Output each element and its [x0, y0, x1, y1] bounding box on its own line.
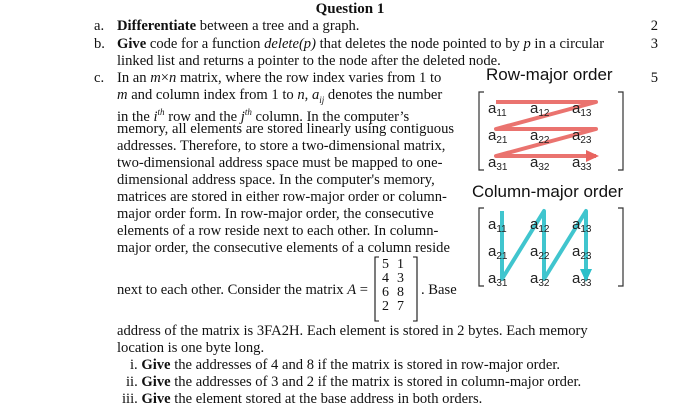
- matrix-element: $a_{31}$: [488, 270, 508, 289]
- part-b-text: [117, 36, 643, 53]
- matrix-element: $a_{21}$: [488, 243, 508, 262]
- subquestion-verb: Give: [141, 391, 171, 407]
- subquestion-text: the element stored at the base address in both orders.: [170, 391, 483, 407]
- subquestion-verb: Give: [141, 374, 171, 390]
- part-c-line-9: major order form. In row-major order, the consecutive: [117, 206, 434, 222]
- left-bracket: [479, 208, 484, 286]
- row-major-diagram: [476, 88, 626, 174]
- part-b-line2: linked list and returns a pointer to the node after the deleted node.: [117, 53, 501, 69]
- part-c-line-3: in the $i^{th}$ row and the $j^{th}$ column. In the computer’s: [117, 107, 410, 125]
- subquestion-iii: [122, 391, 482, 408]
- part-a-verb: Differentiate: [117, 18, 197, 34]
- part-c-line-4: memory, all elements are stored linearly using contiguous: [117, 121, 455, 137]
- part-b-pvar: p: [523, 36, 531, 52]
- matrix-element: $a_{12}$: [530, 216, 550, 235]
- part-a-marks: 2: [650, 18, 658, 34]
- row-major-title: Row-major order: [486, 65, 613, 84]
- matrix-element: $a_{22}$: [530, 127, 550, 146]
- subquestion-verb: Give: [141, 357, 171, 373]
- part-a-text: [117, 18, 643, 35]
- subquestion-text: the addresses of 3 and 2 if the matrix is stored in column-major order.: [170, 374, 582, 390]
- matrix-lead-text: next to each other. Consider the matrix: [117, 282, 348, 298]
- matrix-element: $a_{12}$: [530, 100, 550, 119]
- part-b-body-2: that deletes the node pointed to by: [315, 36, 524, 52]
- matrix-element: $a_{33}$: [572, 270, 592, 289]
- matrix-a: [374, 256, 418, 322]
- right-bracket: [618, 208, 623, 286]
- part-c-line-8: matrices are stored in either row-major order or column-: [117, 189, 447, 205]
- part-c-after-1: address of the matrix is 3FA2H. Each element is stored in 2 bytes. Each memory: [117, 323, 588, 339]
- question-title: Question 1: [315, 1, 385, 17]
- matrix-element: $a_{32}$: [530, 154, 550, 173]
- part-c-marks: 5: [650, 70, 658, 86]
- matrix-element: $a_{32}$: [530, 270, 550, 289]
- part-c-label: c.: [94, 70, 105, 86]
- matrix-cell: 8: [397, 285, 404, 300]
- row-order-arrowhead: [586, 150, 599, 162]
- part-c-after-2: location is one byte long.: [117, 340, 265, 356]
- subquestion-num: iii.: [122, 391, 138, 407]
- subquestion-text: the addresses of 4 and 8 if the matrix is stored in row-major order.: [170, 357, 561, 373]
- part-a-label: a.: [94, 18, 105, 34]
- part-b-label: b.: [94, 36, 105, 52]
- left-bracket: [479, 92, 484, 170]
- right-bracket: [618, 92, 623, 170]
- matrix-element: $a_{13}$: [572, 100, 592, 119]
- matrix-element: $a_{31}$: [488, 154, 508, 173]
- part-c-line-5: addresses. Therefore, to store a two-dimensional matrix,: [117, 138, 446, 154]
- part-b-body-3: in a circular: [530, 36, 605, 52]
- matrix-element: $a_{13}$: [572, 216, 592, 235]
- matrix-cell: 5: [382, 257, 389, 272]
- base-word: . Base: [421, 282, 457, 298]
- matrix-cell: 2: [382, 299, 389, 314]
- matrix-cell: 7: [397, 299, 404, 314]
- matrix-cell: 1: [397, 257, 404, 272]
- part-b-marks: 3: [650, 36, 658, 52]
- matrix-element: $a_{23}$: [572, 243, 592, 262]
- subquestion-ii: [126, 374, 581, 391]
- matrix-element: $a_{33}$: [572, 154, 592, 173]
- subquestion-i: [130, 357, 560, 374]
- part-c-line-10: elements of a row reside next to each other. In column-: [117, 223, 439, 239]
- part-a-body: between a tree and a graph.: [196, 18, 360, 34]
- part-b-verb: Give: [117, 36, 147, 52]
- part-c-line-6: two-dimensional address space must be mapped to one-: [117, 155, 443, 171]
- column-major-title: Column-major order: [472, 182, 624, 201]
- matrix-cell: 3: [397, 271, 404, 286]
- matrix-element: $a_{22}$: [530, 243, 550, 262]
- part-c-line-11: major order, the consecutive elements of a column reside: [117, 240, 450, 256]
- matrix-a-table: [378, 258, 408, 314]
- matrix-name: A: [347, 282, 357, 298]
- subquestion-num: ii.: [126, 374, 138, 390]
- matrix-element: $a_{11}$: [488, 216, 507, 235]
- matrix-cell: 6: [382, 285, 389, 300]
- part-b-func: delete(p): [264, 36, 316, 52]
- part-c-line-1: In an m×n matrix, where the row index varies from 1 to: [117, 70, 442, 86]
- matrix-element: $a_{11}$: [488, 100, 507, 119]
- matrix-element: $a_{23}$: [572, 127, 592, 146]
- subquestion-num: i.: [130, 357, 138, 373]
- matrix-cell: 4: [382, 271, 389, 286]
- matrix-lead: next to each other. Consider the matrix A =: [117, 282, 369, 298]
- column-major-diagram: [476, 204, 626, 290]
- part-c-line-2: m and column index from 1 to n, $a_{ij}$ denotes the number: [117, 87, 443, 105]
- matrix-element: $a_{21}$: [488, 127, 508, 146]
- part-c-line-7: dimensional address space. In the computer's memory,: [117, 172, 435, 188]
- part-b-body-1: code for a function: [146, 36, 265, 52]
